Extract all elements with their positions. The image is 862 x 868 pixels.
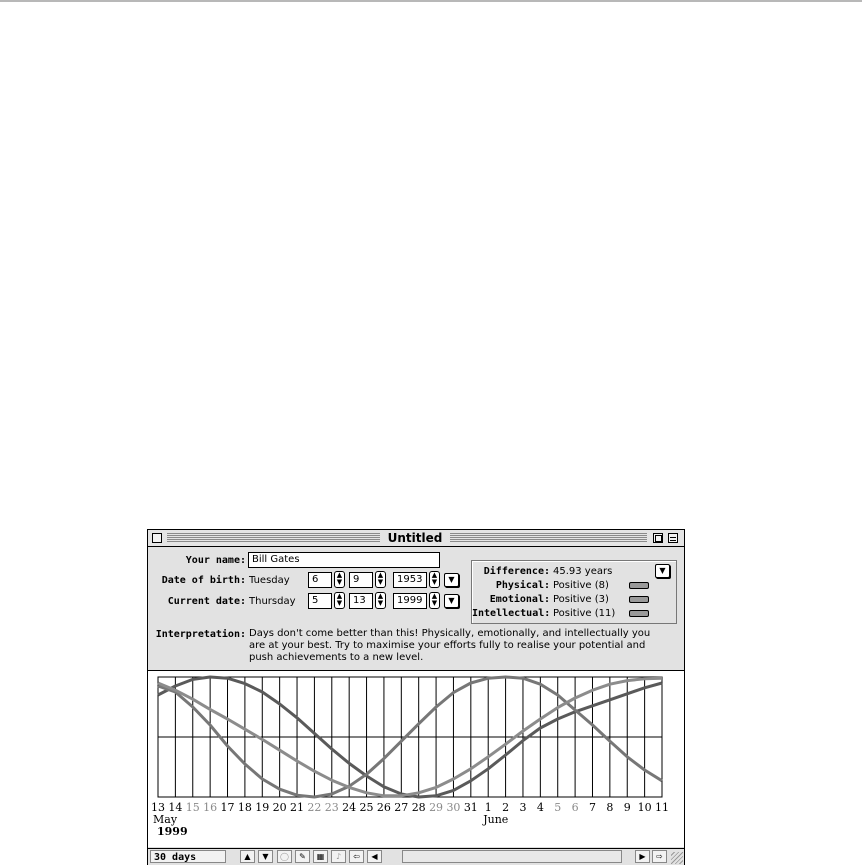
- day-tick-label: 11: [655, 801, 669, 814]
- interpretation-label: Interpretation:: [155, 629, 246, 640]
- window-title: Untitled: [380, 530, 450, 546]
- title-bar[interactable]: [148, 530, 684, 547]
- day-tick-label: 8: [606, 801, 614, 814]
- scroll-right-button[interactable]: ▶: [635, 850, 650, 863]
- day-tick-label: 25: [359, 801, 374, 814]
- day-tick-label: 13: [151, 801, 165, 814]
- dob-label: Date of birth:: [161, 575, 246, 586]
- summary-group: [471, 560, 677, 624]
- day-tick-label: 6: [571, 801, 579, 814]
- current-weekday: Thursday: [249, 596, 296, 607]
- current-month-stepper[interactable]: ▲ ▼: [375, 592, 386, 609]
- scroll-up-button[interactable]: ▲: [240, 850, 255, 863]
- intellectual-meter: [629, 610, 649, 617]
- biorhythm-window: [147, 529, 685, 865]
- comment-icon[interactable]: ◯: [277, 850, 292, 863]
- day-tick-label: 1: [484, 801, 492, 814]
- current-date-label: Current date:: [167, 596, 246, 607]
- difference-popup-button[interactable]: ▼: [655, 564, 670, 578]
- day-tick-label: 15: [185, 801, 200, 814]
- day-tick-label: 24: [342, 801, 357, 814]
- status-bar: [148, 848, 684, 865]
- physical-label: Physical:: [495, 580, 550, 591]
- difference-value: 45.93 years: [553, 566, 613, 577]
- forward-arrow-icon[interactable]: ⇨: [652, 850, 667, 863]
- emotional-meter: [629, 596, 649, 603]
- physical-meter: [629, 582, 649, 589]
- day-tick-label: 28: [411, 801, 426, 814]
- day-tick-label: 2: [502, 801, 510, 814]
- day-tick-label: 18: [237, 801, 252, 814]
- input-panel: [148, 547, 684, 671]
- emotional-value: Positive (3): [553, 594, 609, 605]
- current-year-field[interactable]: 1999: [393, 593, 427, 609]
- day-tick-label: 29: [429, 801, 444, 814]
- scroll-down-button[interactable]: ▼: [258, 850, 273, 863]
- zoom-box[interactable]: [653, 533, 663, 543]
- dob-popup-button[interactable]: ▼: [444, 573, 459, 587]
- biorhythm-chart[interactable]: [148, 671, 684, 847]
- name-field[interactable]: Bill Gates: [248, 552, 440, 568]
- day-tick-label: 7: [588, 801, 596, 814]
- day-tick-label: 27: [394, 801, 409, 814]
- collapse-box[interactable]: [668, 533, 678, 543]
- biorhythm-chart-svg: [148, 671, 684, 847]
- current-year-stepper[interactable]: ▲ ▼: [429, 592, 440, 609]
- dob-day-field[interactable]: 6: [308, 572, 332, 588]
- current-date-popup-button[interactable]: ▼: [444, 594, 459, 608]
- range-selector[interactable]: 30 days: [150, 850, 226, 863]
- year-label: 1999: [157, 825, 188, 838]
- current-month-field[interactable]: 13: [349, 593, 373, 609]
- back-arrow-icon[interactable]: ⇦: [349, 850, 364, 863]
- month-label: May: [153, 813, 178, 826]
- day-tick-label: 9: [623, 801, 631, 814]
- day-tick-label: 30: [446, 801, 461, 814]
- day-tick-label: 17: [220, 801, 235, 814]
- intellectual-value: Positive (11): [553, 608, 616, 619]
- grid-icon[interactable]: ▦: [313, 850, 328, 863]
- name-label: Your name:: [185, 555, 246, 566]
- difference-label: Difference:: [483, 566, 550, 577]
- dob-year-field[interactable]: 1953: [393, 572, 427, 588]
- day-tick-label: 19: [255, 801, 270, 814]
- dob-month-stepper[interactable]: ▲ ▼: [375, 571, 386, 588]
- resize-grip[interactable]: [671, 852, 683, 864]
- day-tick-label: 3: [519, 801, 527, 814]
- close-box[interactable]: [152, 533, 162, 543]
- day-tick-label: 22: [307, 801, 322, 814]
- physical-value: Positive (8): [553, 580, 609, 591]
- dob-weekday: Tuesday: [249, 575, 290, 586]
- day-tick-label: 14: [168, 801, 183, 814]
- horizontal-scroll-track[interactable]: [402, 850, 622, 863]
- day-tick-label: 20: [272, 801, 287, 814]
- intellectual-label: Intellectual:: [472, 608, 551, 619]
- month-label: June: [483, 813, 509, 826]
- day-tick-label: 5: [554, 801, 562, 814]
- day-tick-label: 31: [463, 801, 478, 814]
- interpretation-text: Days don't come better than this! Physically, emotionally, and intellectually you are at your best. Try to maximise your efforts fully to realise your potential and push achievements to a new level.: [249, 628, 651, 663]
- day-tick-label: 23: [324, 801, 339, 814]
- day-tick-label: 4: [536, 801, 544, 814]
- current-day-stepper[interactable]: ▲ ▼: [334, 592, 345, 609]
- day-tick-label: 16: [203, 801, 218, 814]
- screen-top-edge: [0, 0, 862, 2]
- dob-day-stepper[interactable]: ▲ ▼: [334, 571, 345, 588]
- current-day-field[interactable]: 5: [308, 593, 332, 609]
- tag-icon[interactable]: ✎: [295, 850, 310, 863]
- dob-month-field[interactable]: 9: [349, 572, 373, 588]
- scroll-left-button[interactable]: ◀: [367, 850, 382, 863]
- emotional-label: Emotional:: [489, 594, 550, 605]
- day-tick-label: 10: [637, 801, 652, 814]
- day-tick-label: 26: [376, 801, 391, 814]
- day-tick-label: 21: [290, 801, 305, 814]
- dob-year-stepper[interactable]: ▲ ▼: [429, 571, 440, 588]
- speaker-icon[interactable]: ♪: [331, 850, 346, 863]
